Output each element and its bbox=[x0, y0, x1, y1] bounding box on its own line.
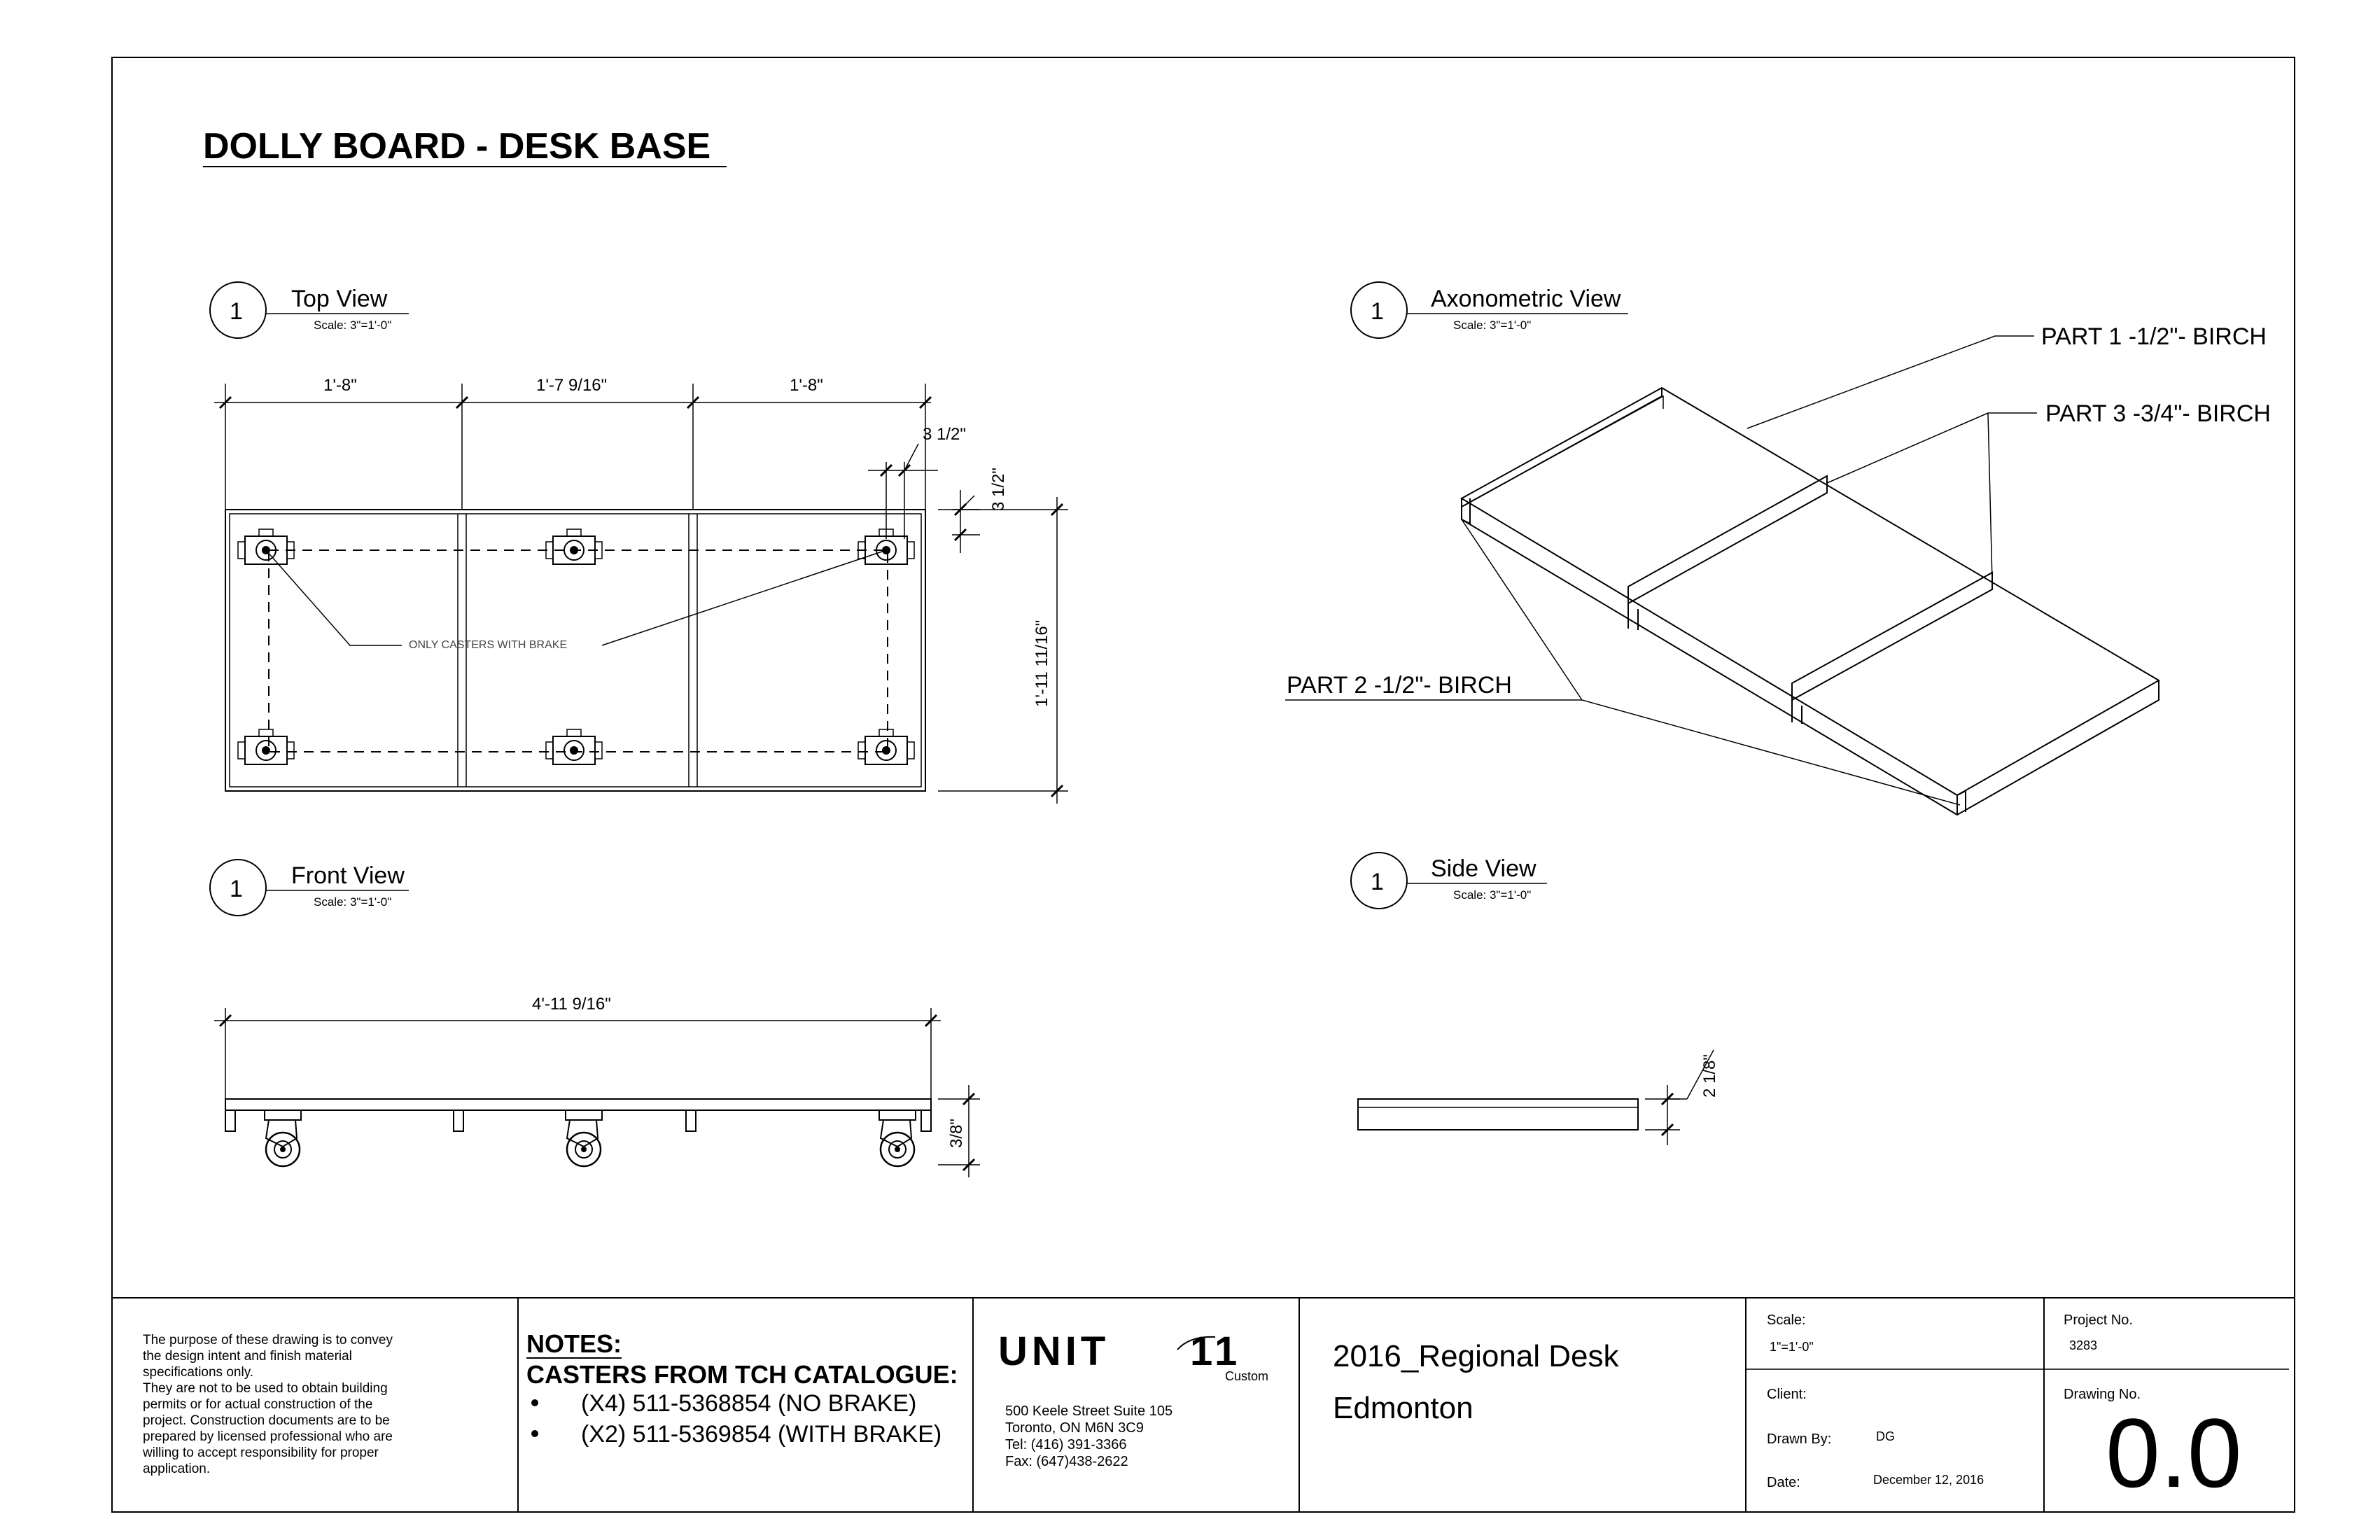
top-view-scale: Scale: 3"=1'-0" bbox=[314, 318, 392, 332]
part3-leader-2 bbox=[1988, 413, 1992, 581]
notes-subheading: CASTERS FROM TCH CATALOGUE: bbox=[526, 1360, 958, 1389]
disclaimer-line-4: They are not to be used to obtain building bbox=[143, 1381, 388, 1396]
sheet-border bbox=[112, 57, 2295, 1512]
caster-offset-y-dimension bbox=[952, 490, 980, 553]
caster-side-1 bbox=[265, 1110, 301, 1166]
top-dimension-chain bbox=[214, 384, 931, 510]
disclaimer-block bbox=[142, 1333, 393, 1476]
sheet-title: DOLLY BOARD - DESK BASE bbox=[203, 126, 711, 167]
front-overall-dimension bbox=[214, 1008, 941, 1099]
company-address-1: 500 Keele Street Suite 105 bbox=[1005, 1404, 1173, 1419]
caster-top-2 bbox=[546, 529, 602, 564]
company-address-3: Tel: (416) 391-3366 bbox=[1005, 1437, 1127, 1452]
disclaimer-line-2: the design intent and finish material bbox=[143, 1349, 352, 1364]
dim-side-height: 2 1/8" bbox=[1700, 1054, 1719, 1098]
project-no-label: Project No. bbox=[2064, 1312, 2133, 1328]
client-label: Client: bbox=[1767, 1387, 1807, 1402]
notes-block bbox=[526, 1329, 958, 1448]
notes-heading: NOTES: bbox=[526, 1329, 622, 1358]
caster-top-4 bbox=[238, 729, 294, 764]
part2-label: PART 2 -1/2"- BIRCH bbox=[1287, 672, 1512, 699]
part1-label: PART 1 -1/2"- BIRCH bbox=[2041, 323, 2267, 350]
dim-caster-offset-y: 3 1/2" bbox=[989, 468, 1008, 511]
top-view-label: Top View bbox=[291, 286, 388, 312]
part2-leader bbox=[1462, 519, 1960, 805]
notes-item-2: (X2) 511-5369854 (WITH BRAKE) bbox=[581, 1421, 942, 1448]
axonometric-view bbox=[1285, 282, 2271, 815]
drawing-no-label: Drawing No. bbox=[2064, 1387, 2141, 1402]
top-view-board-inner bbox=[230, 514, 921, 787]
dim-top-left: 1'-8" bbox=[323, 376, 357, 395]
front-board bbox=[225, 1099, 931, 1131]
notes-bullet-2 bbox=[531, 1430, 538, 1437]
company-address-4: Fax: (647)438-2622 bbox=[1005, 1454, 1128, 1469]
front-view-number: 1 bbox=[230, 876, 243, 902]
caster-brake-note: ONLY CASTERS WITH BRAKE bbox=[409, 639, 568, 651]
drawn-by-value: DG bbox=[1876, 1429, 1895, 1443]
disclaimer-line-8: willing to accept responsibility for proper bbox=[143, 1446, 379, 1460]
caster-top-5 bbox=[546, 729, 602, 764]
side-view bbox=[1351, 853, 1719, 1145]
date-value: December 12, 2016 bbox=[1873, 1473, 1984, 1487]
company-address-2: Toronto, ON M6N 3C9 bbox=[1005, 1420, 1144, 1436]
axo-view-number: 1 bbox=[1371, 298, 1384, 325]
side-view-number: 1 bbox=[1371, 869, 1384, 895]
date-label: Date: bbox=[1767, 1475, 1800, 1490]
project-name: 2016_Regional Desk bbox=[1333, 1339, 1619, 1373]
caster-side-2 bbox=[566, 1110, 602, 1166]
side-board bbox=[1358, 1099, 1638, 1130]
disclaimer-line-1: The purpose of these drawing is to convey bbox=[143, 1333, 393, 1348]
disclaimer-line-9: application. bbox=[143, 1462, 211, 1476]
axo-board bbox=[1462, 388, 2159, 815]
company-block bbox=[998, 1329, 1268, 1469]
top-view-number: 1 bbox=[230, 298, 243, 325]
disclaimer-line-7: prepared by licensed professional who are bbox=[143, 1429, 393, 1444]
caster-side-3 bbox=[879, 1110, 916, 1166]
disclaimer-line-6: project. Construction documents are to be bbox=[143, 1413, 390, 1428]
front-view bbox=[210, 860, 980, 1177]
caster-offset-x-dimension bbox=[868, 444, 938, 539]
dim-top-right: 1'-8" bbox=[790, 376, 823, 395]
part1-leader bbox=[1747, 336, 2034, 428]
front-view-scale: Scale: 3"=1'-0" bbox=[314, 895, 392, 909]
front-view-label: Front View bbox=[291, 862, 405, 889]
project-no-value: 3283 bbox=[2069, 1338, 2098, 1352]
company-logo-number: 11 bbox=[1190, 1329, 1242, 1374]
caster-brake-leader-2 bbox=[602, 550, 886, 645]
project-location: Edmonton bbox=[1333, 1391, 1474, 1425]
company-logo-word: UNIT bbox=[998, 1329, 1110, 1374]
disclaimer-line-3: specifications only. bbox=[143, 1365, 254, 1380]
notes-item-1: (X4) 511-5368854 (NO BRAKE) bbox=[581, 1390, 917, 1417]
side-view-label: Side View bbox=[1431, 855, 1536, 882]
drawn-by-label: Drawn By: bbox=[1767, 1432, 1832, 1447]
dim-overall-depth: 1'-11 11/16" bbox=[1032, 620, 1051, 707]
drawing-no-value: 0.0 bbox=[2106, 1398, 2242, 1508]
dim-caster-offset-x: 3 1/2" bbox=[923, 425, 966, 444]
part3-leader bbox=[1827, 413, 2037, 483]
scale-label: Scale: bbox=[1767, 1312, 1806, 1328]
company-logo-tag: Custom bbox=[1225, 1369, 1269, 1383]
axo-view-scale: Scale: 3"=1'-0" bbox=[1453, 318, 1532, 332]
caster-top-1 bbox=[238, 529, 294, 564]
caster-top-6 bbox=[858, 729, 914, 764]
disclaimer-line-5: permits or for actual construction of the bbox=[143, 1397, 373, 1412]
axo-view-label: Axonometric View bbox=[1431, 286, 1621, 312]
notes-bullet-1 bbox=[531, 1399, 538, 1406]
dim-overall-width: 4'-11 9/16" bbox=[532, 995, 611, 1014]
scale-value: 1"=1'-0" bbox=[1770, 1340, 1814, 1354]
part3-label: PART 3 -3/4"- BIRCH bbox=[2045, 400, 2271, 427]
dim-front-height: 3/8" bbox=[947, 1119, 966, 1148]
side-view-scale: Scale: 3"=1'-0" bbox=[1453, 888, 1532, 902]
top-view bbox=[210, 282, 1068, 804]
dim-top-middle: 1'-7 9/16" bbox=[536, 376, 608, 395]
